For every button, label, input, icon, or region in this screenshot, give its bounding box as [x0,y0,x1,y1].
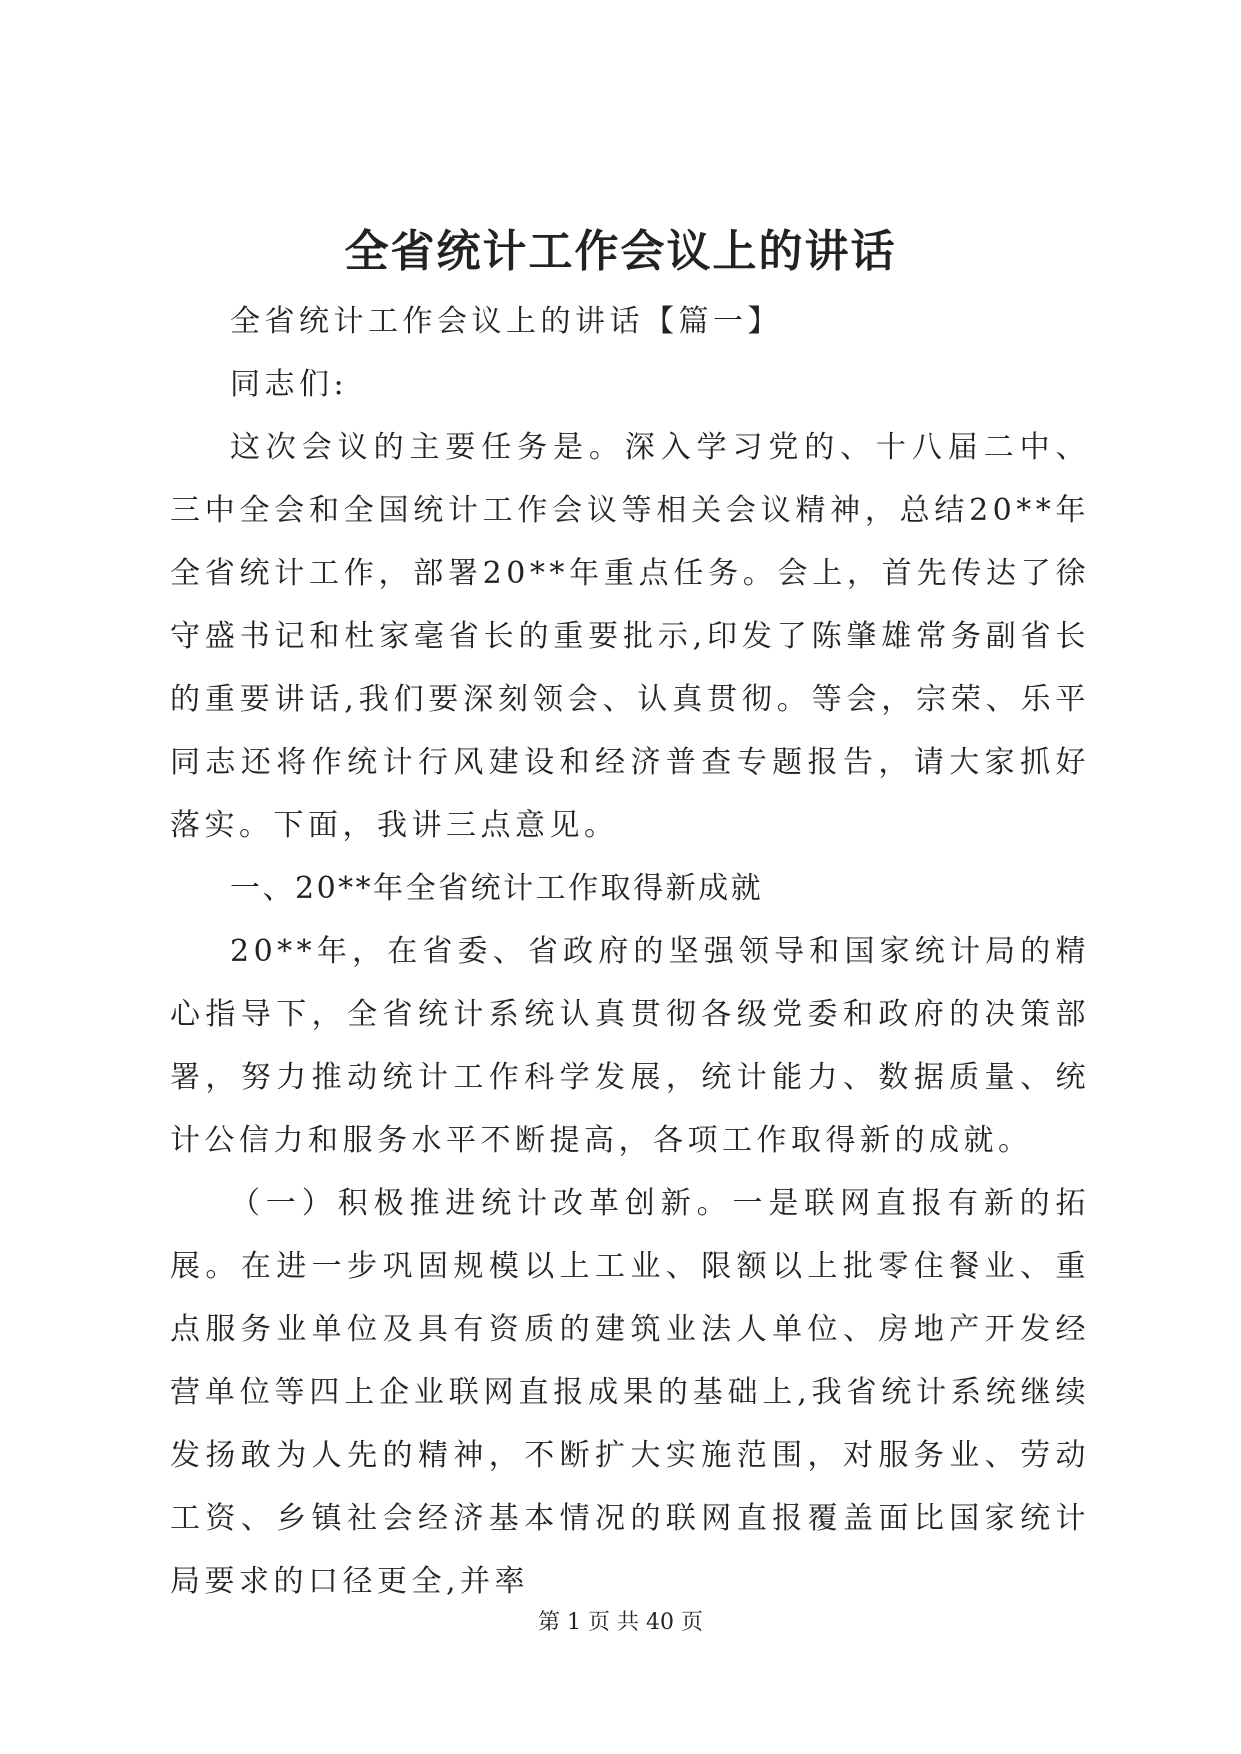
document-body [170,290,1090,1613]
page-footer: 第 1 页 共 40 页 [538,1610,703,1635]
document-title: 全省统计工作会议上的讲话 [344,226,897,277]
document-subtitle: 全省统计工作会议上的讲话【篇一】 [230,304,782,339]
section-heading-1: 一、20**年全省统计工作取得新成就 [230,871,764,906]
paragraph-achievements: 20**年，在省委、省政府的坚强领导和国家统计局的精心指导下，全省统计系统认真贯彻各级党委和政府的决策部署，努力推动统计工作科学发展，统计能力、数据质量、统计公信力和服务水平不断提高，各项工作取得新的成就。 [170,934,1090,1158]
salutation: 同志们: [230,367,349,402]
paragraph-intro: 这次会议的主要任务是。深入学习党的、十八届二中、三中全会和全国统计工作会议等相关会议精神，总结20**年全省统计工作，部署20**年重点任务。会上，首先传达了徐守盛书记和杜家毫省长的重要批示,印发了陈肇雄常务副省长的重要讲话,我们要深刻领会、认真贯彻。等会，宗荣、乐平同志还将作统计行风建设和经济普查专题报告，请大家抓好落实。下面，我讲三点意见。 [170,430,1090,843]
paragraph-reform: （一）积极推进统计改革创新。一是联网直报有新的拓展。在进一步巩固规模以上工业、限额以上批零住餐业、重点服务业单位及具有资质的建筑业法人单位、房地产开发经营单位等四上企业联网直报成果的基础上,我省统计系统继续发扬敢为人先的精神，不断扩大实施范围，对服务业、劳动工资、乡镇社会经济基本情况的联网直报覆盖面比国家统计局要求的口径更全,并率 [170,1186,1090,1599]
